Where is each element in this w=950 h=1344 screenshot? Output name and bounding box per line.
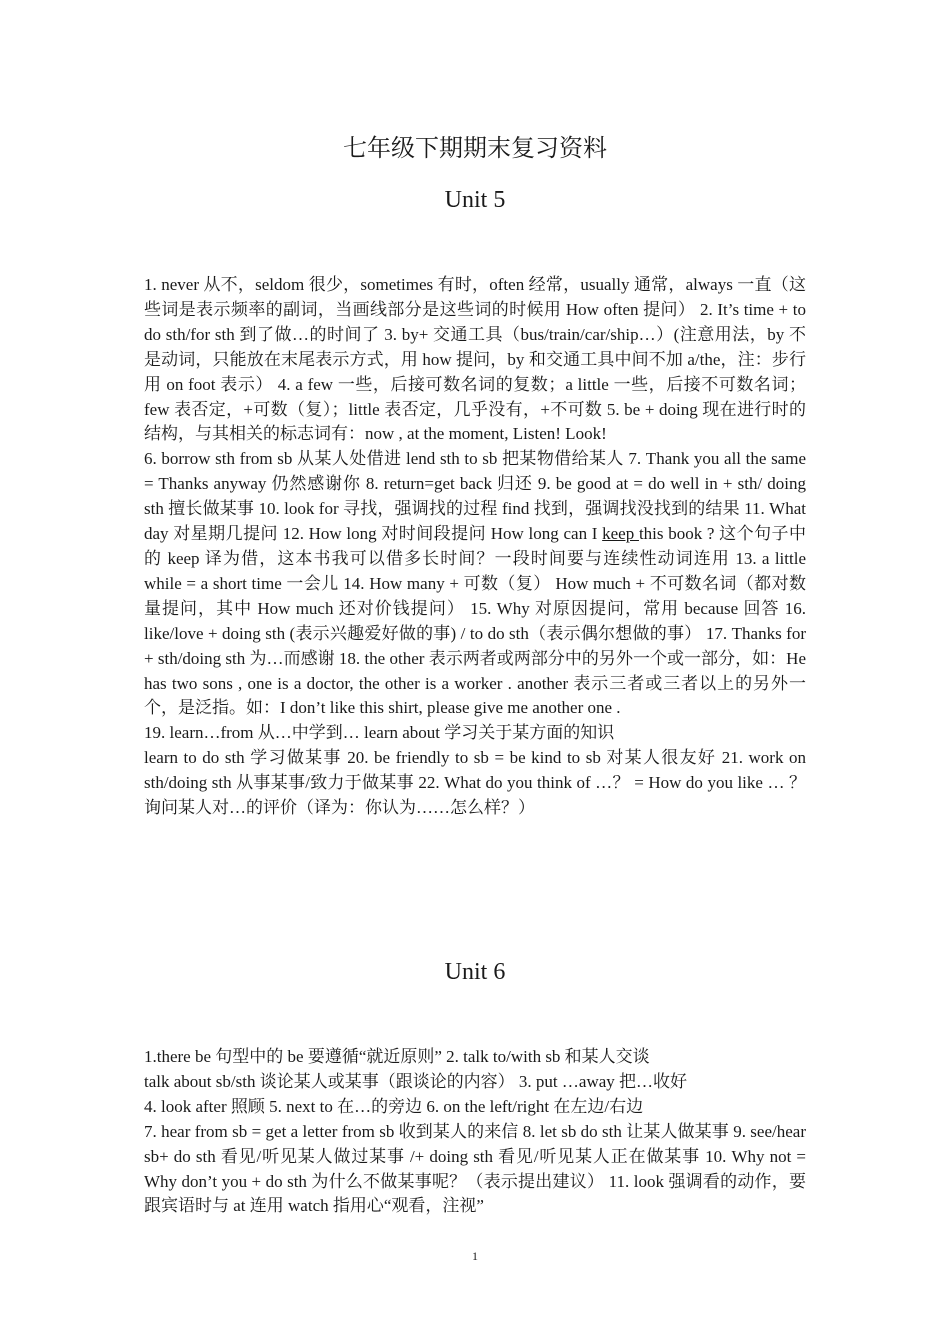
unit5-paragraph-2 xyxy=(144,447,806,721)
unit5-paragraph-2-text-a: 6. borrow sth from sb 从某人处借进 lend sth to sb 把某物借给某人 7. Thank you all the same = Thanks anyway 仍然感谢你 8. return=get back 归还 9. be good at = do well in + sth/ doing sth 擅长做某事 10. look for 寻找，强调找的过程 find 找到，强调找没找到的结果 11. What day 对星期几提问 12. How long 对时间段提问 How long can I xyxy=(144,449,806,544)
page-number: 1 xyxy=(472,1249,478,1263)
document-title: 七年级下期期末复习资料 xyxy=(343,136,607,162)
unit5-section xyxy=(144,273,806,821)
unit6-paragraph-4: 7. hear from sb = get a letter from sb 收到某人的来信 8. let sb do sth 让某人做某事 9. see/hear sb+ do sth 看见/听见某人做过某事 /+ doing sth 看见/听见某人正在做某事 10. Why not = Why don’t you + do sth 为什么不做某事呢？（表示提出建议） 11. look 强调看的动作，要跟宾语时与 at 连用 watch 指用心“观看，注视” xyxy=(144,1121,806,1216)
unit6-line-1: 1.there be 句型中的 be 要遵循“就近原则” 2. talk to/with sb 和某人交谈 xyxy=(144,1047,650,1066)
unit6-heading: Unit 6 xyxy=(444,959,506,985)
unit5-paragraph-3: 19. learn…from 从…中学到… learn about 学习关于某方面的知识 xyxy=(144,723,615,743)
unit5-paragraph-1: 1. never 从不，seldom 很少，sometimes 有时，often 经常，usually 通常，always 一直（这些词是表示频率的副词，当画线部分是这些词的时候用 How often 提问） 2. It’s time + to do sth/for sth 到了做…的时间了 3. by+ 交通工具（bus/train/car/ship…）(注意用法，by 不是动词，只能放在末尾表示方式，用 how 提问，by 和交通工具中间不加 a/the，注：步行用 on foot 表示） 4. a few 一些，后接可数名词的复数；a little 一些，后接不可数名词；few 表否定，+可数（复）；little 表否定，几乎没有，+不可数 5. be + doing 现在进行时的结构，与其相关的标志词有：now , at the moment, Listen! Look! xyxy=(144,275,806,444)
unit5-paragraph-4: learn to do sth 学习做某事 20. be friendly to sb = be kind to sb 对某人很友好 21. work on sth/doing sth 从事某事/致力于做某事 22. What do you think of …？ = How do you like … ？ 询问某人对…的评价（译为：你认为……怎么样？） xyxy=(144,748,806,818)
unit6-line-2: talk about sb/sth 谈论某人或某事（跟谈论的内容） 3. put …away 把…收好 xyxy=(144,1071,688,1091)
underlined-keep: keep xyxy=(602,524,639,544)
unit6-line-3: 4. look after 照顾 5. next to 在…的旁边 6. on the left/right 在左边/右边 xyxy=(144,1096,644,1116)
unit5-paragraph-2-text-b: this book ? 这个句子中的 keep 译为借，这本书我可以借多长时间？一段时间要与连续性动词连用 13. a little while = a short time 一会儿 14. How many + 可数（复） How much + 不可数名词（都对数量提问，其中 How much 还对价钱提问） 15. Why 对原因提问，常用 because 回答 16. like/love + doing sth (表示兴趣爱好做的事) / to do sth（表示偶尔想做的事） 17. Thanks for + sth/doing sth 为…而感谢 18. the other 表示两者或两部分中的另外一个或一部分，如：He has two sons , one is a doctor, the other is a worker . another 表示三者或三者以上的另外一个，是泛指。如：I don’t like this shirt, please give me another one . xyxy=(144,524,807,718)
unit5-heading: Unit 5 xyxy=(444,187,506,213)
unit6-section xyxy=(144,1045,806,1219)
